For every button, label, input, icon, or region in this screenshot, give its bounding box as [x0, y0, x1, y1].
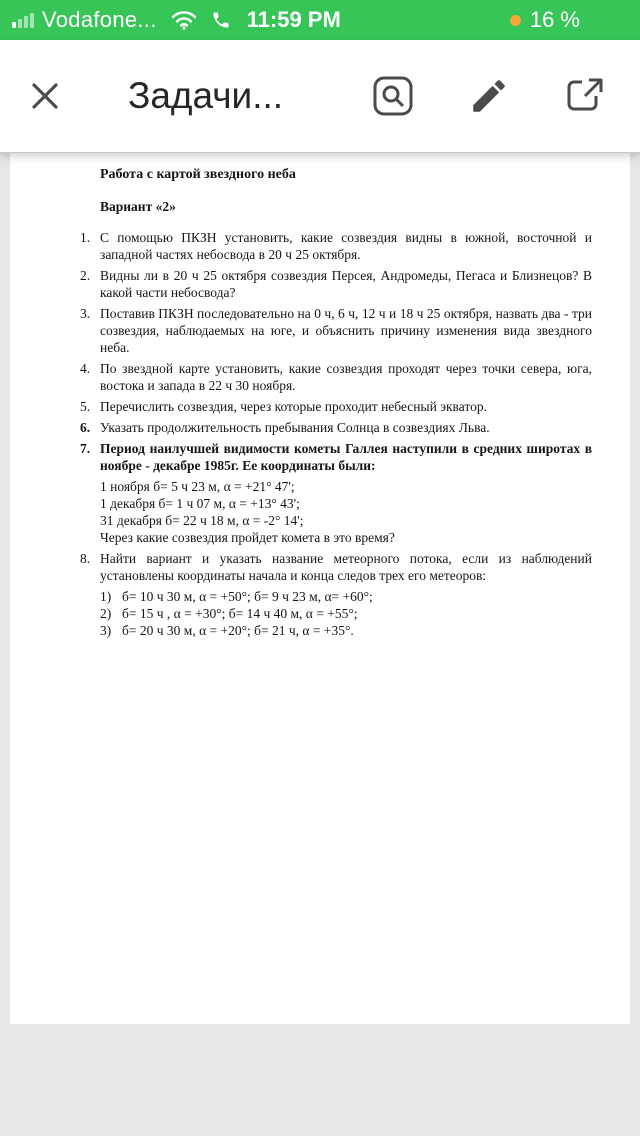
battery-percent-label: 16 % — [529, 7, 580, 32]
task-text: По звездной карте установить, какие созвездия проходят через точки севера, юга, востока и запада в 22 ч 30 ноября. — [100, 361, 592, 393]
search-document-button[interactable] — [370, 73, 416, 119]
task-text: Найти вариант и указать название метеорного потока, если из наблюдений установлены координаты начала и конца следов трех его метеоров: — [100, 551, 592, 583]
variant-number: 3) — [100, 623, 112, 638]
task-item-1 — [80, 229, 592, 263]
carrier-label: Vodafone... — [42, 7, 157, 32]
comet-question-line: Через какие созвездия пройдет комета в это время? — [100, 530, 395, 545]
variant-number: 1) — [100, 589, 112, 604]
comet-coordinate-line: 1 декабря б= 1 ч 07 м, α = +13° 43'; — [100, 496, 300, 511]
variant-number: 2) — [100, 606, 112, 621]
task-text: С помощью ПКЗН установить, какие созвездия видны в южной, восточной и западной частях небосвода в 20 ч 25 октября. — [100, 230, 592, 262]
task-item-3 — [80, 305, 592, 356]
variant-text: б= 10 ч 30 м, α = +50°; б= 9 ч 23 м, α= +60°; — [122, 589, 373, 604]
task-number: 6. — [80, 420, 91, 435]
task-text: Видны ли в 20 ч 25 октября созвездия Персея, Андромеды, Пегаса и Близнецов? В какой части небосвода? — [100, 268, 592, 300]
task-number: 5. — [80, 399, 91, 414]
cell-signal-icon — [12, 13, 34, 28]
toolbar-actions — [370, 73, 614, 119]
phone-call-icon — [211, 10, 231, 30]
variant-text: б= 20 ч 30 м, α = +20°; б= 21 ч, α = +35°. — [122, 623, 354, 638]
meteor-variant-2 — [100, 605, 592, 622]
task-text: Период наилучшей видимости кометы Галлея наступили в средних широтах в ноябре - декабре 1985г. Ее координаты были: — [100, 441, 592, 473]
comet-coordinate-line: 1 ноября б= 5 ч 23 м, α = +21° 47'; — [100, 479, 295, 494]
document-heading: Работа с картой звездного неба — [100, 167, 296, 182]
share-export-icon — [562, 73, 608, 119]
document-scroll-area[interactable] — [0, 152, 640, 1136]
document-variant: Вариант «2» — [100, 199, 176, 214]
meteor-variant-1 — [100, 588, 592, 605]
task-number: 8. — [80, 551, 91, 566]
task-item-2 — [80, 267, 592, 301]
pencil-icon — [468, 75, 510, 117]
task-item-4 — [80, 360, 592, 394]
task-item-5 — [80, 398, 592, 415]
meteor-variant-3 — [100, 622, 592, 639]
share-button[interactable] — [562, 73, 608, 119]
task-text: Поставив ПКЗН последовательно на 0 ч, 6 ч, 12 ч и 18 ч 25 октября, назвать два - три созвездия, наблюдаемых на юге, и объяснить причину изменения вида звездного неба. — [100, 306, 592, 355]
close-icon — [26, 77, 64, 115]
task-number: 7. — [80, 441, 91, 456]
task-item-6 — [80, 419, 592, 436]
document-toolbar — [0, 40, 640, 152]
page-title: Задачи... — [128, 75, 284, 116]
search-document-icon — [370, 73, 416, 119]
battery-low-icon — [510, 15, 521, 26]
task-number: 1. — [80, 230, 91, 245]
task-item-8 — [80, 550, 592, 584]
clock-label: 11:59 PM — [246, 7, 341, 32]
task-number: 2. — [80, 268, 91, 283]
wifi-icon — [171, 10, 197, 30]
status-bar[interactable] — [0, 0, 640, 40]
task-7-details — [100, 478, 592, 546]
task-number: 4. — [80, 361, 91, 376]
task-number: 3. — [80, 306, 91, 321]
comet-coordinate-line: 31 декабря б= 22 ч 18 м, α = -2° 14'; — [100, 513, 304, 528]
battery-group — [510, 7, 628, 33]
task-text: Указать продолжительность пребывания Солнца в созвездиях Льва. — [100, 420, 490, 435]
task-item-7 — [80, 440, 592, 474]
edit-button[interactable] — [468, 75, 510, 117]
document-page — [10, 152, 630, 1024]
close-button[interactable] — [26, 77, 64, 115]
variant-text: б= 15 ч , α = +30°; б= 14 ч 40 м, α = +55°; — [122, 606, 358, 621]
task-text: Перечислить созвездия, через которые проходит небесный экватор. — [100, 399, 487, 414]
